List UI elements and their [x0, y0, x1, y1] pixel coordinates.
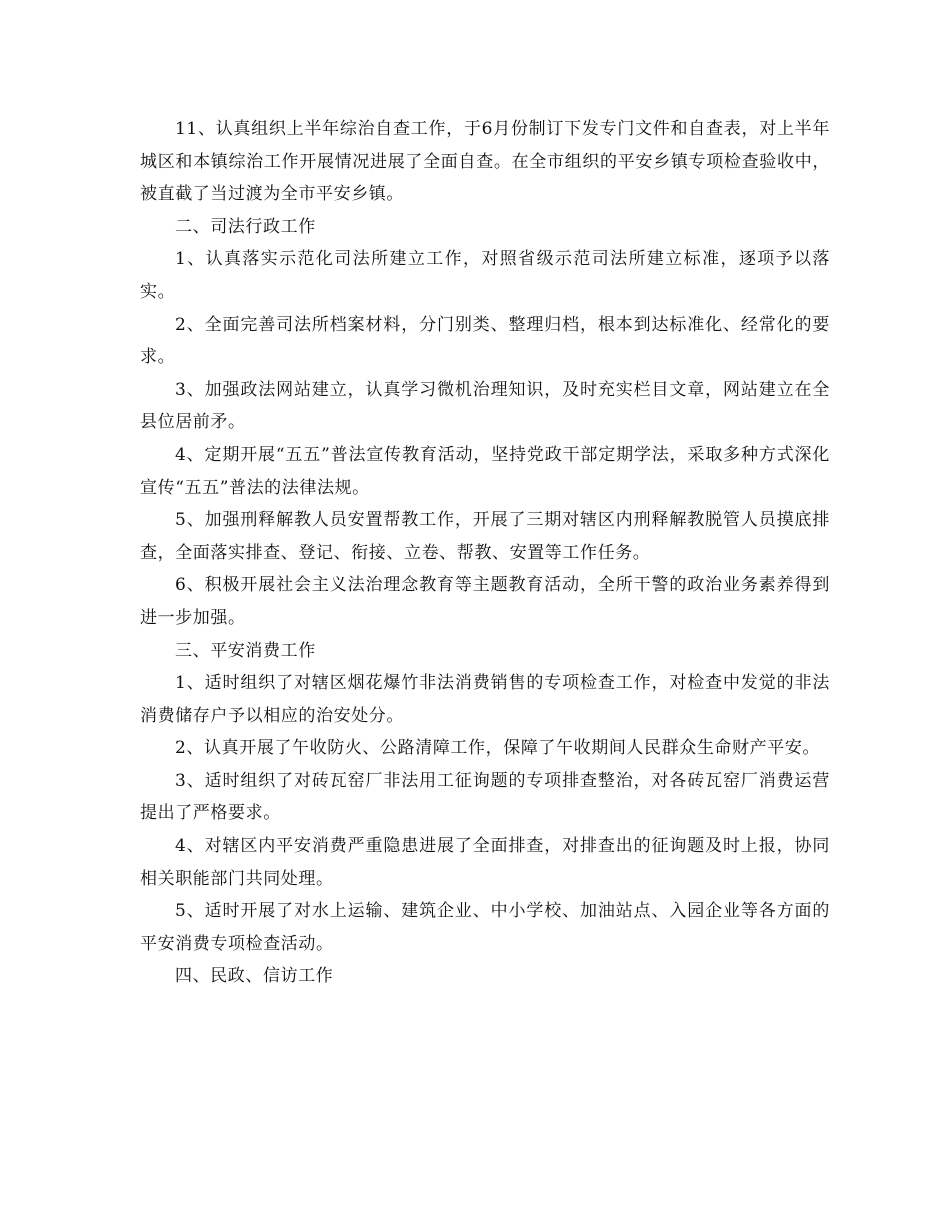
paragraph-safety-5: 5、适时开展了对水上运输、建筑企业、中小学校、加油站点、入园企业等各方面的平安消费专项检查活动。	[140, 901, 830, 954]
paragraph-judicial-4: 4、定期开展“五五”普法宣传教育活动，坚持党政干部定期学法，采取多种方式深化宣传“五五”普法的法律法规。	[140, 444, 830, 498]
paragraph-judicial-5: 5、加强刑释解教人员安置帮教工作，开展了三期对辖区内刑释解教脱管人员摸底排查，全面落实排查、登记、衔接、立卷、帮教、安置等工作任务。	[140, 510, 830, 563]
paragraph-judicial-1: 1、认真落实示范化司法所建立工作，对照省级示范司法所建立标准，逐项予以落实。	[140, 249, 830, 302]
paragraph-safety-2: 2、认真开展了午收防火、公路清障工作，保障了午收期间人民群众生命财产平安。	[175, 738, 821, 759]
paragraph-safety-3: 3、适时组织了对砖瓦窑厂非法用工征询题的专项排查整治，对各砖瓦窑厂消费运营提出了严格要求。	[140, 770, 830, 824]
document-body	[140, 113, 830, 993]
section-heading-civil-affairs: 四、民政、信访工作	[175, 966, 334, 987]
paragraph-judicial-6: 6、积极开展社会主义法治理念教育等主题教育活动，全所干警的政治业务素养得到进一步加强。	[140, 575, 830, 628]
paragraph-safety-4: 4、对辖区内平安消费严重隐患进展了全面排查，对排查出的征询题及时上报，协同相关职能部门共同处理。	[140, 836, 830, 889]
paragraph-judicial-2: 2、全面完善司法所档案材料，分门别类、整理归档，根本到达标准化、经常化的要求。	[140, 314, 830, 368]
section-heading-safety: 三、平安消费工作	[175, 640, 316, 661]
section-heading-judicial: 二、司法行政工作	[175, 216, 316, 237]
paragraph-safety-1: 1、适时组织了对辖区烟花爆竹非法消费销售的专项检查工作，对检查中发觉的非法消费储存户予以相应的治安处分。	[140, 673, 830, 726]
paragraph-judicial-3: 3、加强政法网站建立，认真学习微机治理知识，及时充实栏目文章，网站建立在全县位居前矛。	[140, 379, 830, 433]
paragraph-item-11: 11、认真组织上半年综治自查工作，于6月份制订下发专门文件和自查表，对上半年城区和本镇综治工作开展情况进展了全面自查。在全市组织的平安乡镇专项检查验收中，被直截了当过渡为全市平安乡镇。	[140, 119, 830, 205]
